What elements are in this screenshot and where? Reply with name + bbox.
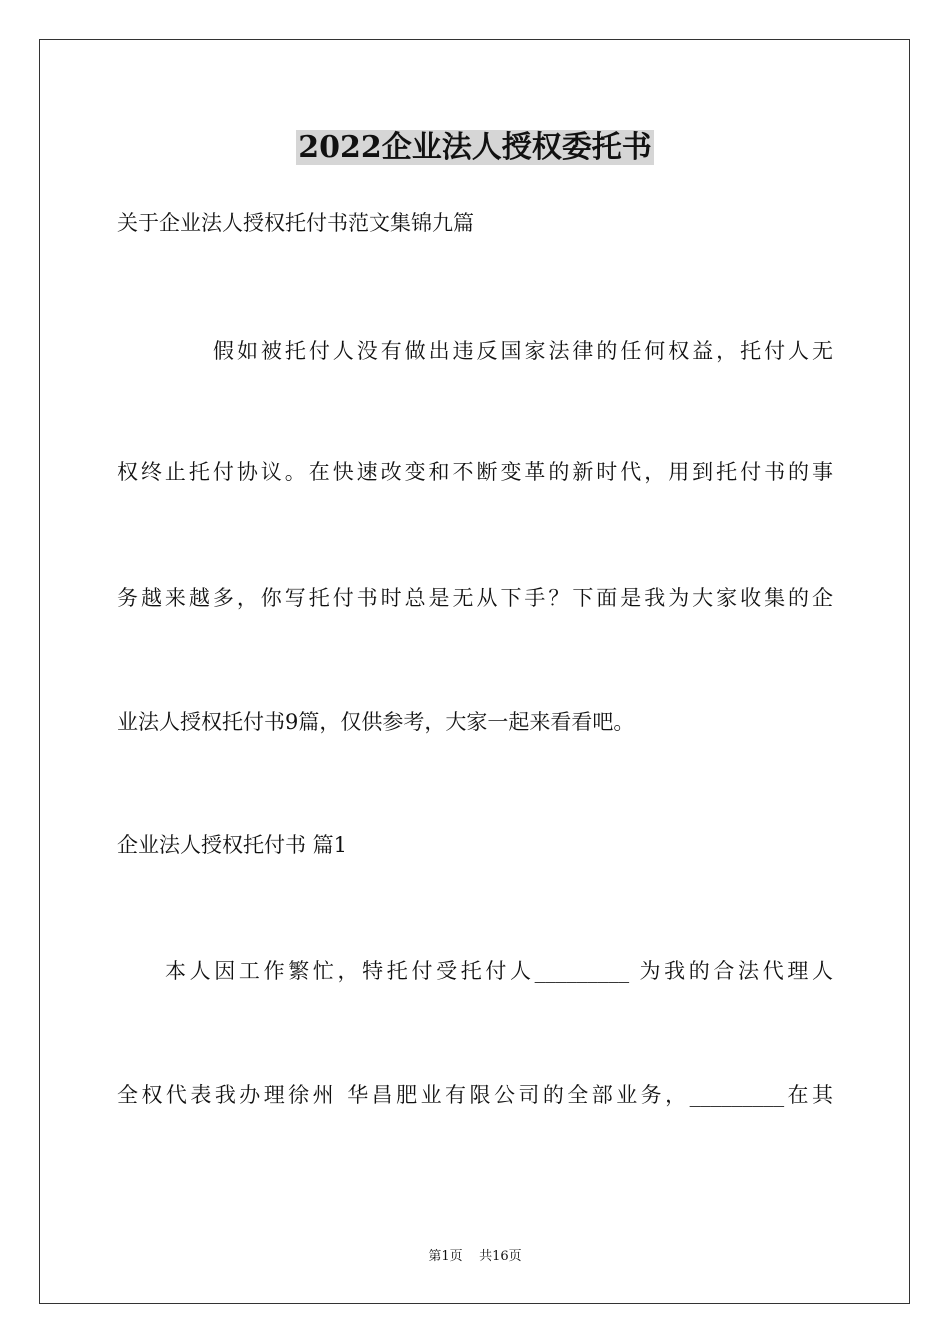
intro-line-2: 权终止托付协议。在快速改变和不断变革的新时代，用到托付书的事 <box>117 460 833 484</box>
page-footer <box>0 1248 950 1266</box>
body-line-2: 全权代表我办理徐州 华昌肥业有限公司的全部业务，_________在其 <box>117 1083 833 1107</box>
intro-line-1: 假如被托付人没有做出违反国家法律的任何权益，托付人无 <box>213 339 833 363</box>
section-heading: 企业法人授权托付书 篇1 <box>117 833 348 857</box>
document-title <box>0 128 950 168</box>
page-total: 共16页 <box>479 1249 522 1264</box>
intro-line-4: 业法人授权托付书9篇，仅供参考，大家一起来看看吧。 <box>117 710 635 734</box>
document-subtitle: 关于企业法人授权托付书范文集锦九篇 <box>117 211 474 235</box>
page-number: 第1页 <box>428 1249 463 1264</box>
body-line-1: 本人因工作繁忙，特托付受托付人_________ 为我的合法代理人 <box>165 959 833 983</box>
intro-line-3: 务越来越多，你写托付书时总是无从下手？下面是我为大家收集的企 <box>117 586 833 610</box>
document-title-text: 2022企业法人授权委托书 <box>298 130 652 165</box>
